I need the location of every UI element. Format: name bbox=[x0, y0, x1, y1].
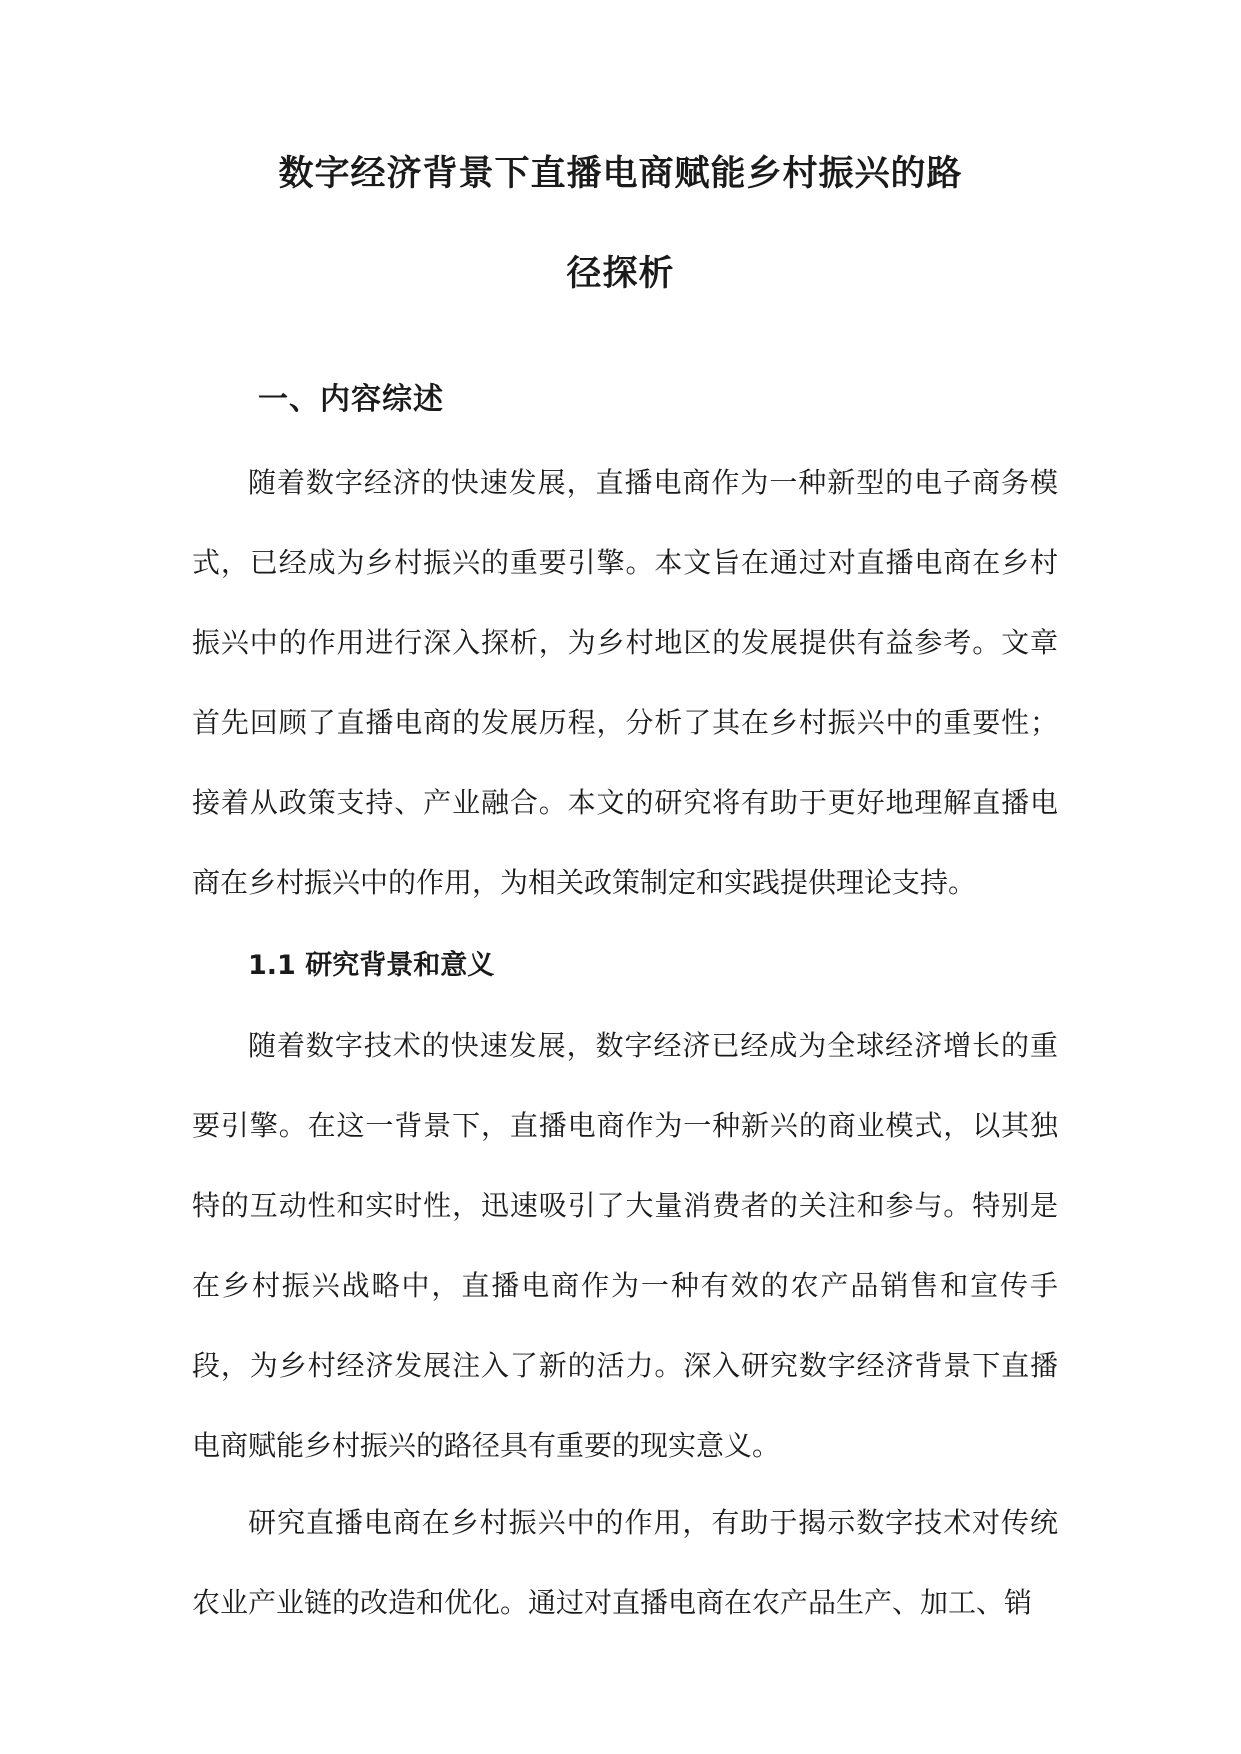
subsection-heading-background: 1.1 研究背景和意义 bbox=[248, 950, 495, 981]
subsection-background-paragraph-2: 研究直播电商在乡村振兴中的作用，有助于揭示数字技术对传统农业产业链的改造和优化。通过对直播电商在农产品生产、加工、销 bbox=[192, 1506, 1058, 1619]
section-overview-paragraph: 随着数字经济的快速发展，直播电商作为一种新型的电子商务模式，已经成为乡村振兴的重要引擎。本文旨在通过对直播电商在乡村振兴中的作用进行深入探析，为乡村地区的发展提供有益参考。文章首先回顾了直播电商的发展历程，分析了其在乡村振兴中的重要性；接着从政策支持、产业融合。本文的研究将有助于更好地理解直播电商在乡村振兴中的作用，为相关政策制定和实践提供理论支持。 bbox=[192, 466, 1058, 899]
document-title-line-2: 径探析 bbox=[566, 254, 675, 294]
document-title-line-1: 数字经济背景下直播电商赋能乡村振兴的路 bbox=[278, 154, 963, 194]
section-heading-overview: 一、内容综述 bbox=[258, 382, 444, 417]
subsection-background-paragraph-1: 随着数字技术的快速发展，数字经济已经成为全球经济增长的重要引擎。在这一背景下，直播电商作为一种新兴的商业模式，以其独特的互动性和实时性，迅速吸引了大量消费者的关注和参与。特别是在乡村振兴战略中，直播电商作为一种有效的农产品销售和宣传手段，为乡村经济发展注入了新的活力。深入研究数字经济背景下直播电商赋能乡村振兴的路径具有重要的现实意义。 bbox=[192, 1029, 1058, 1462]
